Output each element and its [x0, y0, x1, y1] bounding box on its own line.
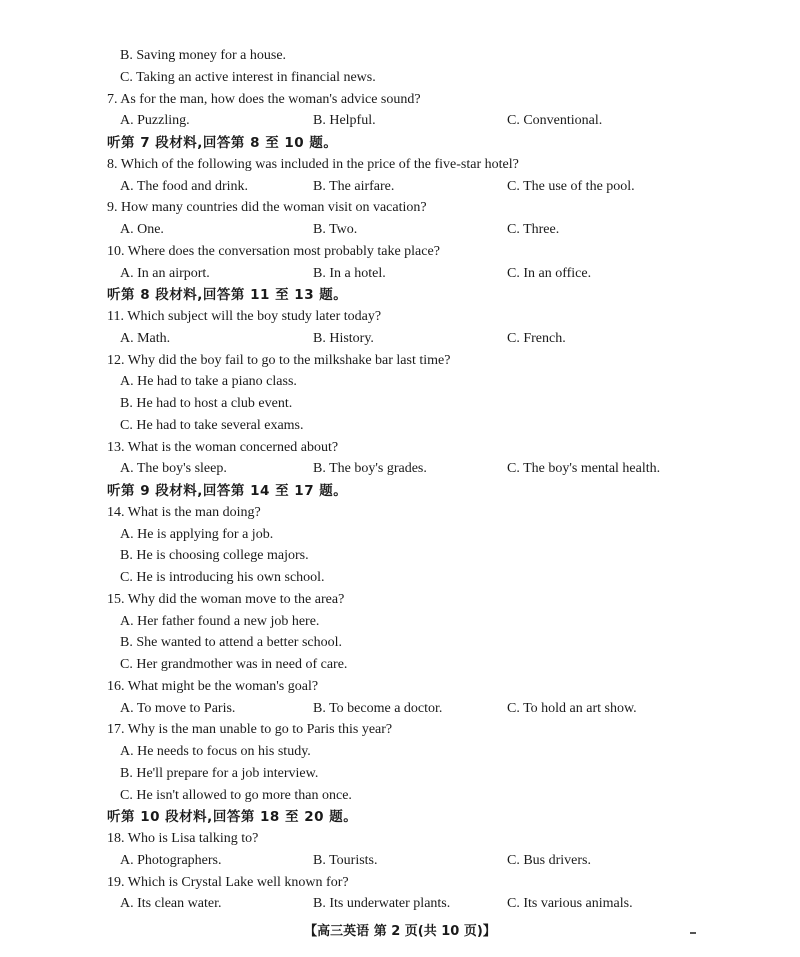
option-c: C. In an office. [507, 265, 592, 281]
option-a: A. The boy's sleep. [120, 461, 227, 477]
option-b: B. Tourists. [313, 852, 378, 868]
option-c: C. Bus drivers. [507, 852, 591, 868]
option-a: A. The food and drink. [120, 178, 249, 194]
option-c: C. Conventional. [507, 113, 603, 129]
question-text: 9. How many countries did the woman visit on vacation? [107, 200, 427, 216]
question-text: 13. What is the woman concerned about? [107, 439, 339, 455]
option-a: A. Math. [120, 330, 171, 346]
option-line: A. Her father found a new job here. [120, 613, 320, 629]
option-line: B. Saving money for a house. [120, 48, 287, 63]
question-text: 11. Which subject will the boy study later today? [107, 309, 382, 324]
option-b: B. Helpful. [313, 113, 376, 129]
option-b: B. In a hotel. [313, 265, 386, 281]
section-instruction: 听第 9 段材料,回答第 14 至 17 题。 [107, 483, 348, 499]
option-b: B. The airfare. [313, 178, 395, 194]
option-c: C. Three. [507, 222, 560, 237]
option-line: C. Her grandmother was in need of care. [120, 657, 348, 672]
question-text: 19. Which is Crystal Lake well known for? [107, 874, 349, 890]
question-text: 17. Why is the man unable to go to Paris this year? [107, 722, 393, 738]
option-a: A. Puzzling. [120, 113, 190, 129]
option-a: A. In an airport. [120, 265, 210, 281]
option-a: A. Its clean water. [120, 896, 222, 912]
option-c: C. Its various animals. [507, 896, 633, 912]
option-b: B. Two. [313, 222, 358, 237]
option-c: C. To hold an art show. [507, 700, 637, 716]
section-instruction: 听第 7 段材料,回答第 8 至 10 题。 [107, 135, 338, 151]
option-b: B. Its underwater plants. [313, 896, 451, 912]
question-text: 16. What might be the woman's goal? [107, 678, 319, 694]
option-line: B. He had to host a club event. [120, 396, 293, 411]
option-line: A. He needs to focus on his study. [120, 744, 311, 759]
option-c: C. French. [507, 330, 566, 346]
scan-mark [690, 932, 696, 934]
section-instruction: 听第 10 段材料,回答第 18 至 20 题。 [107, 809, 358, 826]
page-footer: 【高三英语 第 2 页(共 10 页)】 [304, 924, 496, 939]
option-line: A. He had to take a piano class. [120, 374, 297, 390]
option-line: B. She wanted to attend a better school. [120, 635, 342, 651]
question-text: 15. Why did the woman move to the area? [107, 591, 345, 607]
section-instruction: 听第 8 段材料,回答第 11 至 13 题。 [107, 287, 348, 304]
option-b: B. The boy's grades. [313, 461, 427, 477]
option-line: C. He is introducing his own school. [120, 570, 325, 585]
option-c: C. The use of the pool. [507, 178, 635, 194]
option-a: A. One. [120, 222, 164, 237]
option-line: C. He isn't allowed to go more than once. [120, 787, 352, 803]
option-line: B. He'll prepare for a job interview. [120, 765, 319, 781]
option-c: C. The boy's mental health. [507, 461, 661, 477]
option-b: B. To become a doctor. [313, 700, 443, 716]
question-text: 8. Which of the following was included in the price of the five-star hotel? [107, 156, 519, 172]
question-text: 14. What is the man doing? [107, 504, 261, 520]
option-b: B. History. [313, 330, 374, 346]
option-line: A. He is applying for a job. [120, 526, 274, 542]
option-a: A. To move to Paris. [120, 700, 236, 716]
question-text: 18. Who is Lisa talking to? [107, 831, 259, 846]
question-text: 7. As for the man, how does the woman's advice sound? [107, 91, 421, 107]
option-line: C. He had to take several exams. [120, 417, 304, 433]
question-text: 10. Where does the conversation most probably take place? [107, 243, 440, 259]
option-a: A. Photographers. [120, 852, 222, 868]
option-line: C. Taking an active interest in financial news. [120, 69, 376, 85]
question-text: 12. Why did the boy fail to go to the milkshake bar last time? [107, 352, 451, 368]
option-line: B. He is choosing college majors. [120, 548, 309, 564]
